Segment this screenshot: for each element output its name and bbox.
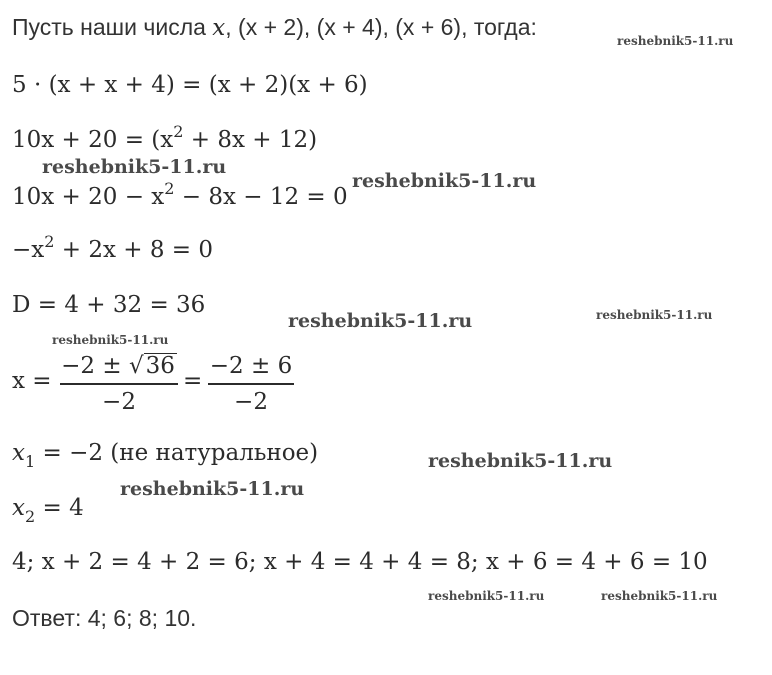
watermark: reshebnik5-11.ru — [601, 589, 718, 603]
answer-line: Ответ: 4; 6; 8; 10. — [12, 605, 197, 631]
sqrt-radicand: 36 — [145, 353, 175, 379]
fraction-1-numerator: −2 ± √36 — [61, 353, 175, 379]
fraction-1-bar — [60, 383, 178, 385]
intro-rest: , (x + 2), (x + 4), (x + 6), тогда: — [225, 14, 537, 40]
watermark: reshebnik5-11.ru — [288, 310, 473, 332]
equation-step-2 — [12, 122, 318, 157]
root-1-line — [12, 438, 318, 470]
discriminant-line: D = 4 + 32 = 36 — [12, 292, 206, 318]
step-4-exponent: 2 — [44, 232, 55, 251]
step-2-part-b: + 8x + 12) — [183, 127, 318, 153]
step-4-part-a: −x — [12, 237, 45, 263]
root-2-line — [12, 493, 84, 525]
intro-line — [12, 12, 537, 43]
step-3-part-b: − 8x − 12 = 0 — [174, 184, 348, 210]
fraction-1 — [60, 351, 178, 417]
fraction-1-numerator-text: −2 ± — [61, 353, 129, 379]
root-1-rest: = −2 (не натуральное) — [35, 440, 319, 466]
root-1-subscript: 1 — [24, 452, 36, 471]
fraction-2 — [208, 351, 294, 417]
fraction-2-denominator: −2 — [234, 389, 268, 415]
root-2-subscript: 2 — [24, 507, 36, 526]
intro-var: x — [212, 15, 226, 41]
intro-text: Пусть наши числа — [12, 14, 213, 40]
equation-step-3 — [12, 179, 348, 214]
watermark: reshebnik5-11.ru — [596, 308, 713, 322]
watermark: reshebnik5-11.ru — [617, 34, 734, 48]
numbers-line: 4; x + 2 = 4 + 2 = 6; x + 4 = 4 + 4 = 8; x + 6 = 4 + 6 = 10 — [12, 549, 708, 575]
watermark: reshebnik5-11.ru — [52, 333, 169, 347]
fraction-equals: = — [183, 368, 203, 394]
root-2-rest: = 4 — [35, 495, 84, 521]
root-1-var: x — [12, 440, 25, 466]
watermark: reshebnik5-11.ru — [428, 450, 613, 472]
step-3-part-a: 10x + 20 − x — [12, 184, 165, 210]
watermark: reshebnik5-11.ru — [428, 589, 545, 603]
equation-step-1: 5 · (x + x + 4) = (x + 2)(x + 6) — [12, 72, 368, 98]
fraction-2-bar — [208, 383, 294, 385]
fraction-2-numerator: −2 ± 6 — [209, 353, 293, 379]
roots-formula-lhs: x = — [12, 368, 52, 394]
equation-step-4 — [12, 232, 213, 267]
fraction-1-denominator: −2 — [102, 389, 136, 415]
watermark: reshebnik5-11.ru — [352, 170, 537, 192]
watermark: reshebnik5-11.ru — [42, 156, 227, 178]
step-3-exponent: 2 — [164, 179, 175, 198]
step-4-part-b: + 2x + 8 = 0 — [54, 237, 213, 263]
step-2-exponent: 2 — [173, 122, 184, 141]
root-2-var: x — [12, 495, 25, 521]
step-2-part-a: 10x + 20 = (x — [12, 127, 174, 153]
watermark: reshebnik5-11.ru — [120, 478, 305, 500]
